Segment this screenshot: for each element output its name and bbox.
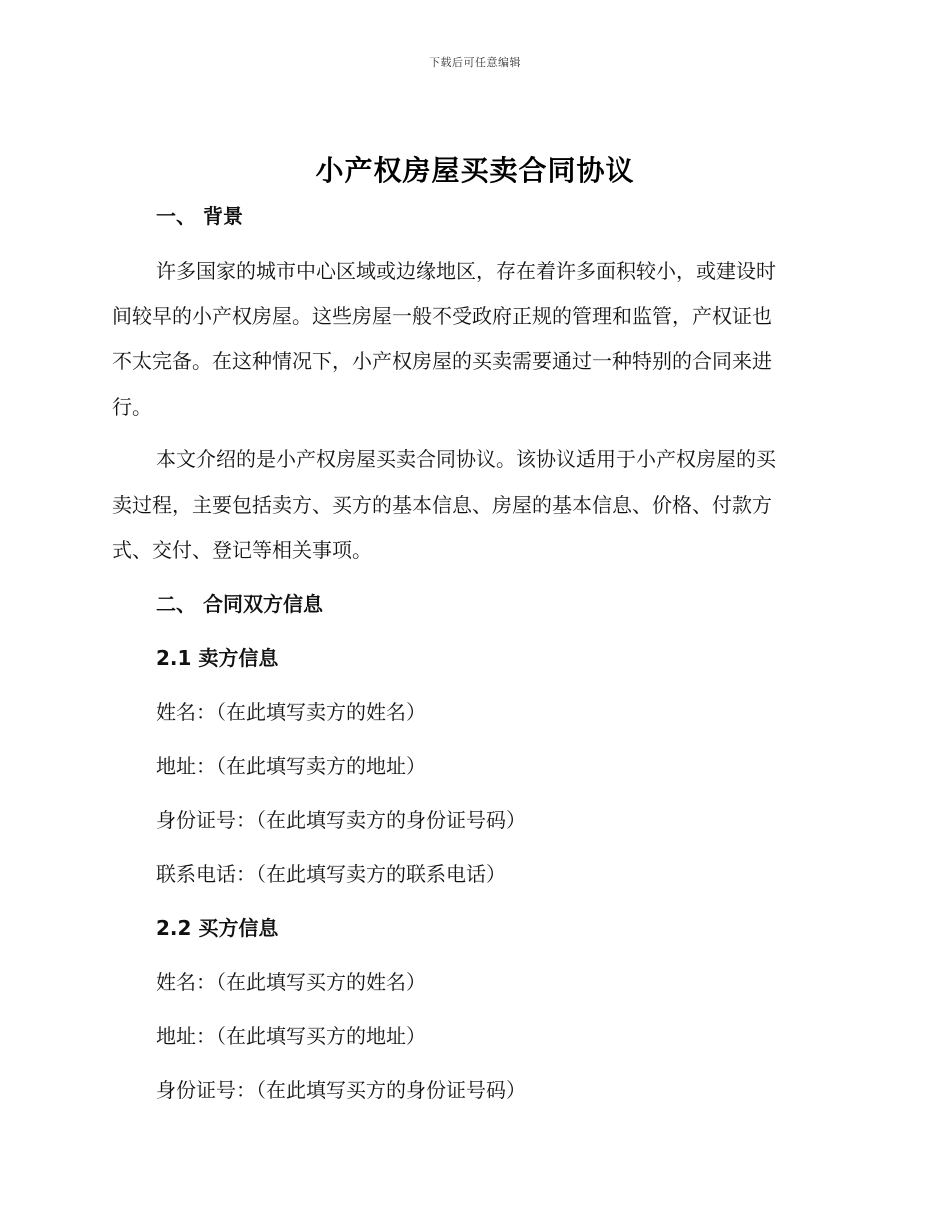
- section-heading-parties: 二、 合同双方信息: [156, 592, 323, 616]
- document-title: 小产权房屋买卖合同协议: [315, 154, 635, 187]
- buyer-id-field: 身份证号：（在此填写买方的身份证号码）: [156, 1078, 526, 1102]
- paragraph-line: 本文介绍的是小产权房屋买卖合同协议。该协议适用于小产权房屋的买: [156, 447, 776, 471]
- section-heading-background: 一、 背景: [156, 204, 243, 228]
- paragraph-line: 不太完备。在这种情况下，小产权房屋的买卖需要通过一种特别的合同来进: [112, 349, 772, 373]
- seller-address-field: 地址：（在此填写卖方的地址）: [156, 754, 426, 778]
- paragraph-line: 式、交付、登记等相关事项。: [112, 538, 372, 562]
- header-note: 下载后可任意编辑: [429, 56, 521, 69]
- subsection-heading-buyer: 2.2 买方信息: [156, 916, 279, 940]
- paragraph-line: 卖过程，主要包括卖方、买方的基本信息、房屋的基本信息、价格、付款方: [112, 493, 772, 517]
- paragraph-line: 间较早的小产权房屋。这些房屋一般不受政府正规的管理和监管，产权证也: [112, 304, 772, 328]
- seller-id-field: 身份证号：（在此填写卖方的身份证号码）: [156, 808, 526, 832]
- seller-name-field: 姓名：（在此填写卖方的姓名）: [156, 700, 426, 724]
- subsection-heading-seller: 2.1 卖方信息: [156, 646, 279, 670]
- buyer-address-field: 地址：（在此填写买方的地址）: [156, 1024, 426, 1048]
- paragraph-line: 许多国家的城市中心区域或边缘地区，存在着许多面积较小，或建设时: [156, 259, 776, 283]
- seller-phone-field: 联系电话：（在此填写卖方的联系电话）: [156, 862, 506, 886]
- buyer-name-field: 姓名：（在此填写买方的姓名）: [156, 970, 426, 994]
- paragraph-line: 行。: [112, 395, 152, 419]
